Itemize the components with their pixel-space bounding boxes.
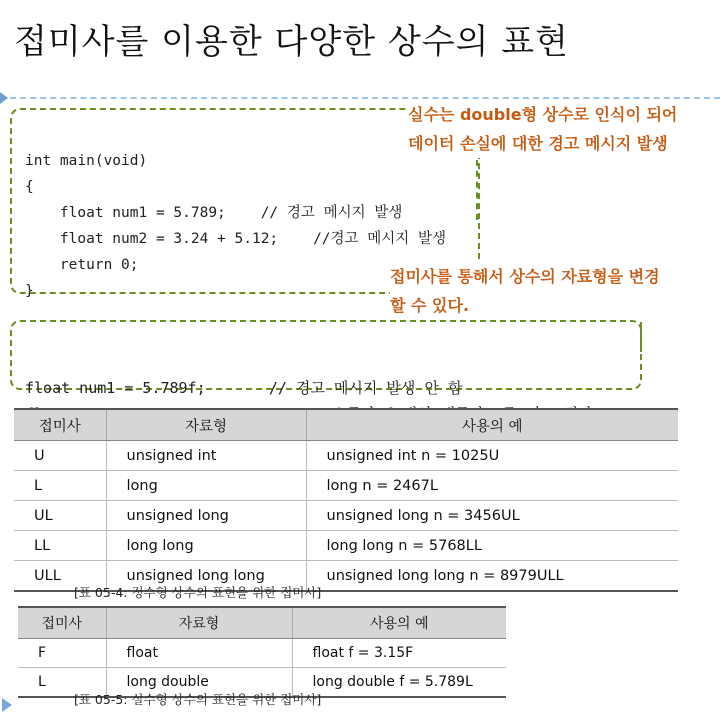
connector-line-1 [476,160,478,220]
table-cell: float f = 3.15F [292,639,506,668]
float-suffix-table [18,606,506,698]
column-header: 접미사 [14,409,106,441]
code1-line: { [25,179,34,195]
table-cell: L [14,471,106,501]
column-header: 사용의 예 [292,607,506,639]
code-block-1 [25,122,446,330]
note-line: 접미사를 통해서 상수의 자료형을 변경 [390,267,660,286]
title-divider [0,97,720,99]
code1-line: } [25,283,34,299]
table-row [14,441,678,471]
table-cell: long [106,471,306,501]
table-row [14,471,678,501]
table-row [18,639,506,668]
table-cell: float [106,639,292,668]
note-double-warning [408,100,677,158]
table-cell: unsigned long long n = 8979ULL [306,561,678,592]
column-header: 사용의 예 [306,409,678,441]
divider-arrow-icon [0,92,8,104]
table-cell: U [14,441,106,471]
table-cell: LL [14,531,106,561]
table-cell: ULL [14,561,106,592]
note-line: 실수는 double형 상수로 인식이 되어 [408,105,678,124]
table-cell: L [18,668,106,698]
table-cell: long double [106,668,292,698]
table-cell: UL [14,501,106,531]
table-cell: long long n = 5768LL [306,531,678,561]
table-cell: unsigned long [106,501,306,531]
code1-line: float num2 = 3.24 + 5.12; //경고 메시지 발생 [25,231,447,247]
note-line: 할 수 있다. [390,296,470,315]
column-header: 자료형 [106,607,292,639]
table-caption: [표 05-4: 정수형 상수의 표현을 위한 접미사] [74,585,322,600]
corner-arrow-icon [2,698,12,712]
table-cell: unsigned int [106,441,306,471]
table-row [14,531,678,561]
table-cell: unsigned int n = 1025U [306,441,678,471]
code2-line: float num1 = 5.789f; // 경고 메시지 발생 안 함 [25,379,463,397]
column-header: 자료형 [106,409,306,441]
code1-line: return 0; [25,257,139,273]
table-cell: F [18,639,106,668]
integer-suffix-table [14,408,678,592]
table-caption: [표 05-5: 실수형 상수의 표현을 위한 접미사] [74,692,322,707]
code1-line: int main(void) [25,153,148,169]
column-header: 접미사 [18,607,106,639]
table-cell: long double f = 5.789L [292,668,506,698]
connector-line-2 [640,322,642,352]
table-cell: unsigned long long [106,561,306,592]
table-header-row [14,409,678,441]
table-cell: unsigned long n = 3456UL [306,501,678,531]
table-cell: long n = 2467L [306,471,678,501]
page-title: 접미사를 이용한 다양한 상수의 표현 [14,22,569,62]
table-row [14,501,678,531]
table-cell: long long [106,531,306,561]
note-line: 데이터 손실에 대한 경고 메시지 발생 [408,134,668,153]
code1-line: float num1 = 5.789; // 경고 메시지 발생 [25,205,403,221]
table-header-row [18,607,506,639]
note-suffix-change [390,262,660,320]
